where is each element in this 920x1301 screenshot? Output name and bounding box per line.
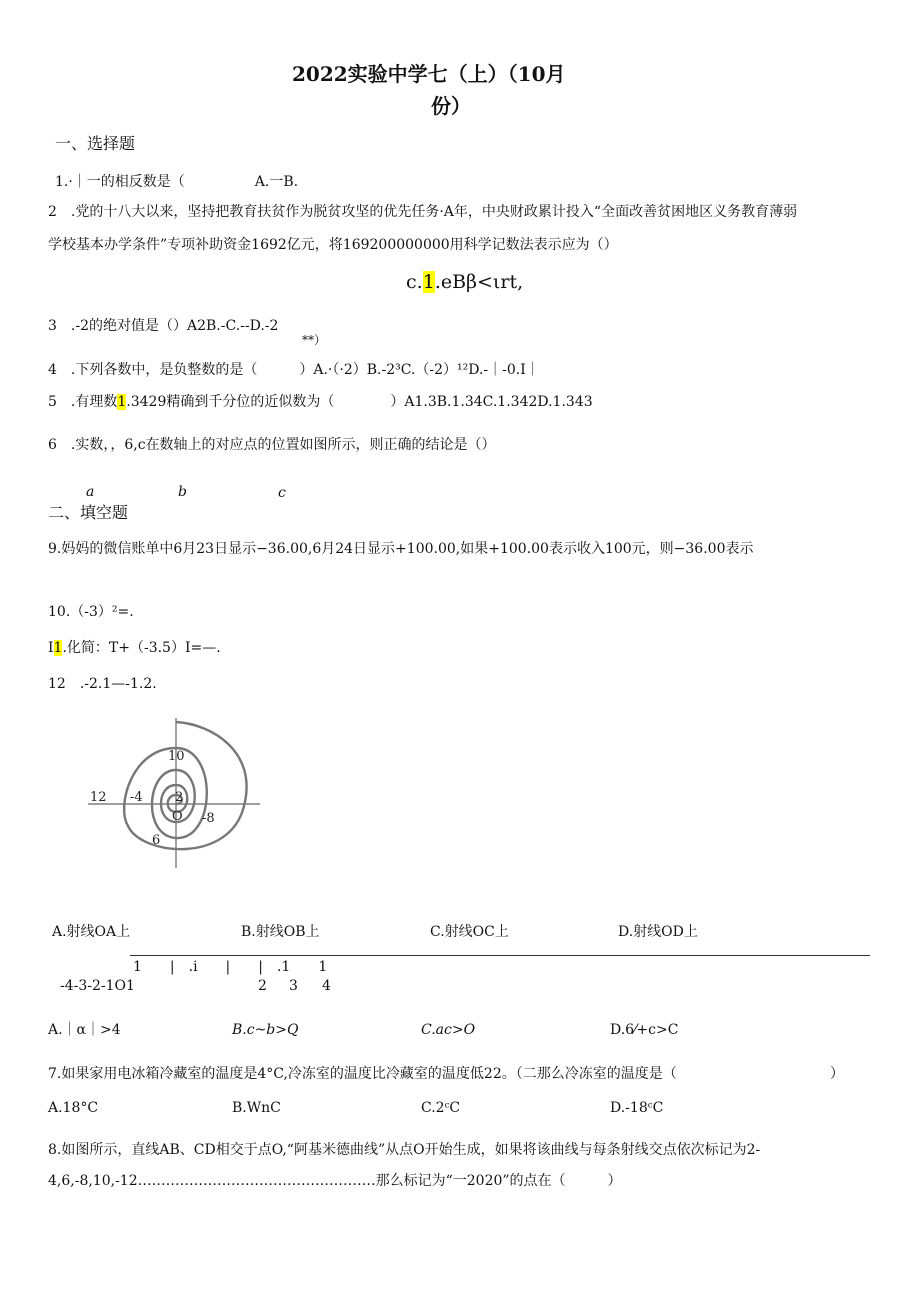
spiral-label-12: 12	[90, 790, 107, 805]
section-heading-choice: 一、选择题	[55, 134, 136, 153]
spiral-label-minus-8: -8	[202, 811, 215, 826]
q6-option-d: D.6⁄+c>C	[610, 1022, 679, 1038]
q5-suffix: .3429精确到千分位的近似数为（ ）A1.3B.1.34C.1.342D.1.343	[126, 394, 593, 410]
options-suffix: .eBβ<ιrt,	[434, 271, 524, 293]
question-5	[48, 394, 593, 411]
q11-prefix: I	[48, 640, 54, 656]
number-line-value-4: 4	[322, 978, 331, 994]
spiral-label-origin: O	[172, 809, 183, 824]
highlighted-digit: 1	[117, 394, 127, 410]
highlighted-digit: 1	[53, 640, 63, 656]
question-1: 1.·｜一的相反数是（ A.一B.	[55, 174, 299, 190]
question-7-close: ）	[830, 1066, 844, 1082]
highlighted-digit: 1	[422, 271, 435, 293]
q11-suffix: .化简：T+（-3.5）I=—.	[62, 640, 221, 656]
question-2-options	[406, 271, 523, 294]
question-4: 4 .下列各数中，是负整数的是（ ）A.·（·2）B.-2³C.（-2）¹²D.-｜-0.I｜	[48, 362, 540, 378]
label-a: a	[86, 484, 95, 500]
question-7: 7.如果家用电冰箱冷藏室的温度是4°C,冷冻室的温度比冷藏室的温度低22。（二那么冷冻室的温度是（	[48, 1066, 677, 1082]
question-10: 10.（-3）²=.	[48, 604, 134, 620]
q6-option-a: A.｜α｜>4	[48, 1022, 121, 1038]
number-line-left-values: -4-3-2-1O1	[60, 978, 135, 994]
spiral-label-10: 10	[168, 749, 185, 764]
title-line-1: 2022实验中学七（上）（10月	[292, 62, 566, 86]
number-line-ticks: 1 | .i | | .1 1	[133, 959, 328, 975]
number-line-rule	[130, 955, 870, 956]
label-b: b	[178, 484, 187, 500]
label-c: c	[278, 485, 286, 501]
question-3: 3 .-2的绝对值是（）A2B.-C.--D.-2	[48, 318, 279, 334]
section-heading-fill: 二、填空题	[48, 503, 129, 522]
question-9: 9.妈妈的微信账单中6月23日显示−36.00,6月24日显示+100.00,如果+100.00表示收入100元，则−36.00表示	[48, 541, 754, 557]
question-3-note: **）	[302, 333, 327, 347]
q5-prefix: 5 .有理数	[48, 394, 118, 410]
spiral-label-2: 2	[175, 790, 184, 805]
question-12: 12 .-2.1—-1.2.	[48, 676, 157, 692]
number-line-value-3: 3	[289, 978, 298, 994]
question-2-line-1: 2 .党的十八大以来，坚持把教育扶贫作为脱贫攻坚的优先任务·A年，中央财政累计投入“全面改善贫困地区义务教育薄弱	[48, 204, 798, 220]
options-prefix: c.	[406, 271, 423, 293]
question-11	[48, 640, 221, 657]
question-8-line-1: 8.如图所示，直线AB、CD相交于点O,“阿基米德曲线”从点O开始生成，如果将该曲线与每条射线交点依次标记为2-	[48, 1142, 761, 1158]
spiral-label-6: 6	[152, 833, 161, 848]
q8-option-a: A.射线OA上	[52, 924, 131, 940]
q7-option-b: B.WnC	[232, 1100, 281, 1116]
question-2-line-2: 学校基本办学条件”专项补助资金1692亿元，将169200000000用科学记数法表示应为（）	[48, 237, 618, 253]
q6-option-c: C.ac>O	[421, 1022, 476, 1038]
spiral-label-minus-4: -4	[130, 790, 143, 805]
title-line-2: 份）	[431, 94, 471, 118]
q7-option-c: C.2ᶜC	[421, 1100, 461, 1116]
q7-option-d: D.-18ᶜC	[610, 1100, 664, 1116]
q7-option-a: A.18°C	[48, 1100, 99, 1116]
q8-option-b: B.射线OB上	[241, 924, 320, 940]
q6-option-b: B.c~b>Q	[232, 1022, 299, 1038]
q8-option-d: D.射线OD上	[618, 924, 698, 940]
archimedes-spiral-figure	[80, 718, 266, 868]
question-8-line-2: 4,6,-8,10,-12……………………………………………那么标记为“一2020”的点在（ ）	[48, 1173, 622, 1189]
q8-option-c: C.射线OC上	[430, 924, 509, 940]
number-line-value-2: 2	[258, 978, 267, 994]
question-6: 6 .实数，，6,c在数轴上的对应点的位置如图所示，则正确的结论是（）	[48, 437, 496, 453]
